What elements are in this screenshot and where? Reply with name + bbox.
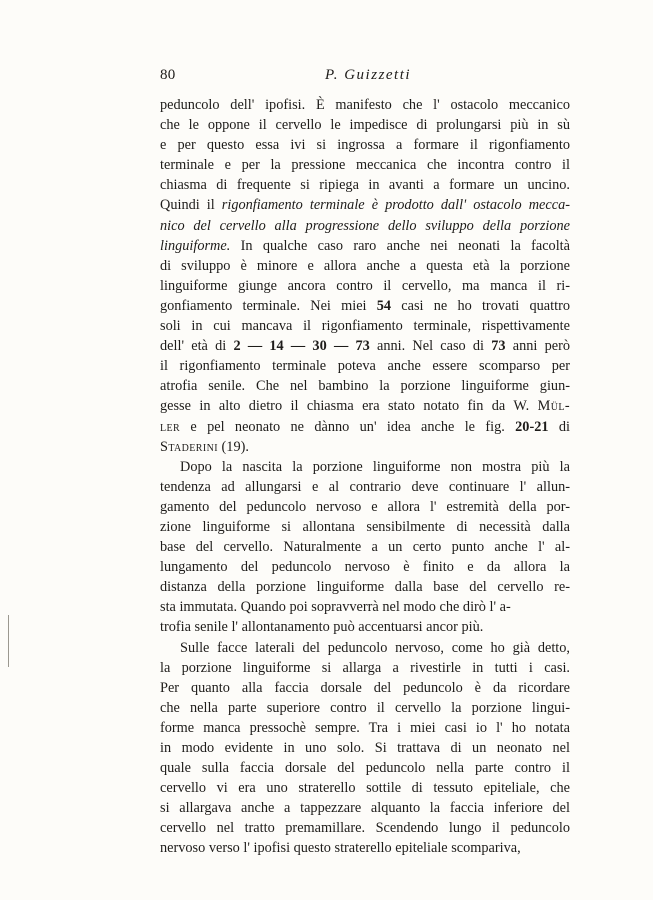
text-run: anni però xyxy=(505,338,571,355)
text-line xyxy=(160,296,570,316)
text-line xyxy=(160,658,570,678)
text-line xyxy=(160,95,570,115)
text-run: lungamento del peduncolo nervoso è finito e da allora la xyxy=(160,559,570,576)
text-run: zione linguiforme si allontana sensibilmente di necessità dalla xyxy=(160,518,570,535)
text-run: forme manca pressochè sempre. Tra i miei casi io l' ho notata xyxy=(160,719,570,736)
italic-text: linguiforme. xyxy=(160,237,231,254)
text-line xyxy=(160,336,570,356)
text-run: gesse in alto dietro il chiasma era stato notato fin da W. xyxy=(160,398,538,415)
text-run: quale sulla faccia dorsale del peduncolo nella parte contro il xyxy=(160,760,570,777)
text-line xyxy=(160,537,570,557)
text-run: Dopo la nascita la porzione linguiforme non mostra più la xyxy=(180,458,570,475)
text-line xyxy=(160,818,570,838)
text-run: tendenza ad allungarsi e al contrario deve continuare l' allun- xyxy=(160,478,570,495)
text-line xyxy=(160,838,570,858)
body-text xyxy=(160,95,570,859)
text-run: cervello nel tratto premamillare. Scendendo lungo il peduncolo xyxy=(160,820,570,837)
italic-text: nico del cervello alla progressione dello sviluppo della porzione xyxy=(160,217,570,234)
text-line xyxy=(160,577,570,597)
text-line xyxy=(160,698,570,718)
text-line xyxy=(160,477,570,497)
page-number: 80 xyxy=(160,67,176,83)
text-run: linguiforme giunge ancora contro il cervello, ma manca il ri- xyxy=(160,277,570,294)
text-run: e per questo essa ivi si ingrossa a formare il rigonfiamento xyxy=(160,137,570,154)
text-line xyxy=(160,617,570,637)
text-line xyxy=(160,115,570,135)
text-line xyxy=(160,396,570,416)
text-line xyxy=(160,638,570,658)
text-line xyxy=(160,718,570,738)
italic-text: rigonfiamento terminale è prodotto dall' ostacolo mecca- xyxy=(221,197,570,214)
margin-mark xyxy=(8,615,9,667)
text-line xyxy=(160,216,570,236)
text-run: atrofia senile. Che nel bambino la porzione linguiforme giun- xyxy=(160,378,570,395)
text-run: base del cervello. Naturalmente a un certo punto anche l' al- xyxy=(160,539,570,556)
text-line xyxy=(160,517,570,537)
text-run: Quindi il xyxy=(160,197,222,214)
text-run: che nella parte superiore contro il cervello la porzione lingui- xyxy=(160,699,570,716)
text-run: il rigonfiamento terminale poteva anche essere scomparso per xyxy=(160,358,570,375)
text-line xyxy=(160,798,570,818)
text-run: in modo evidente in uno solo. Si trattava di un neonato nel xyxy=(160,740,570,756)
text-run: che le oppone il cervello le impedisce di prolungarsi più in sù xyxy=(160,117,570,134)
text-line xyxy=(160,758,570,778)
bold-text: 73 xyxy=(491,338,506,355)
text-run: cervello vi era uno straterello sottile di tessuto epiteliale, che xyxy=(160,780,570,797)
small-caps-name: Mül- xyxy=(537,398,570,415)
text-line xyxy=(160,155,570,175)
text-run: sta immutata. Quando poi sopravverrà nel modo che dirò l' a- xyxy=(160,599,511,616)
text-line xyxy=(160,276,570,296)
text-run: casi ne ho trovati quattro xyxy=(391,297,570,314)
bold-text: 54 xyxy=(376,297,392,314)
text-line xyxy=(160,135,570,155)
text-run: gamento del peduncolo nervoso e allora l' estremità della por- xyxy=(160,498,570,515)
text-run: di xyxy=(548,418,570,435)
text-line xyxy=(160,437,570,457)
text-line xyxy=(160,678,570,698)
bold-text: 2 — 14 — 30 — 73 xyxy=(233,338,370,355)
text-run: chiasma di frequente si ripiega in avanti a formare un uncino. xyxy=(160,177,570,194)
text-run: e pel neonato ne dànno un' idea anche le fig. xyxy=(180,418,516,435)
text-run: si allargava anche a tappezzare alquanto la faccia inferiore del xyxy=(160,800,570,817)
text-run: In qualche caso raro anche nei neonati la facoltà xyxy=(230,237,570,254)
text-line xyxy=(160,417,570,437)
text-run: dell' età di xyxy=(160,338,234,355)
text-line xyxy=(160,316,570,336)
text-run: nervoso verso l' ipofisi questo straterello epiteliale scompariva, xyxy=(160,840,521,857)
text-line xyxy=(160,356,570,376)
small-caps-name: Staderini xyxy=(160,438,218,455)
text-run: Sulle facce laterali del peduncolo nervoso, come ho già detto, xyxy=(180,639,570,656)
text-run: di sviluppo è minore e allora anche a questa età la porzione xyxy=(160,257,570,274)
text-line xyxy=(160,256,570,276)
text-line xyxy=(160,175,570,195)
text-run: gonfiamento terminale. Nei miei xyxy=(160,297,377,314)
text-line xyxy=(160,236,570,256)
running-head: P. Guizzetti xyxy=(325,67,412,83)
text-line xyxy=(160,778,570,798)
small-caps-name: ler xyxy=(160,418,181,435)
text-line xyxy=(160,497,570,517)
text-line xyxy=(160,738,570,758)
text-run: (19). xyxy=(217,438,249,455)
text-run: trofia senile l' allontanamento può accentuarsi ancor più. xyxy=(160,619,484,636)
text-run: la porzione linguiforme si allarga a rivestirle in tutti i casi. xyxy=(160,659,570,676)
text-run: terminale e per la pressione meccanica che incontra contro il xyxy=(160,157,570,174)
text-run: Per quanto alla faccia dorsale del peduncolo è da ricordare xyxy=(160,679,570,696)
text-line xyxy=(160,195,570,215)
text-line xyxy=(160,457,570,477)
text-run: anni. Nel caso di xyxy=(369,338,492,355)
text-run: soli in cui mancava il rigonfiamento terminale, rispettivamente xyxy=(160,318,570,335)
text-line xyxy=(160,376,570,396)
text-line xyxy=(160,597,570,617)
text-run: distanza della porzione linguiforme dalla base del cervello re- xyxy=(160,579,570,596)
text-run: peduncolo dell' ipofisi. È manifesto che l' ostacolo meccanico xyxy=(160,97,570,113)
bold-text: 20-21 xyxy=(515,418,549,435)
text-line xyxy=(160,557,570,577)
